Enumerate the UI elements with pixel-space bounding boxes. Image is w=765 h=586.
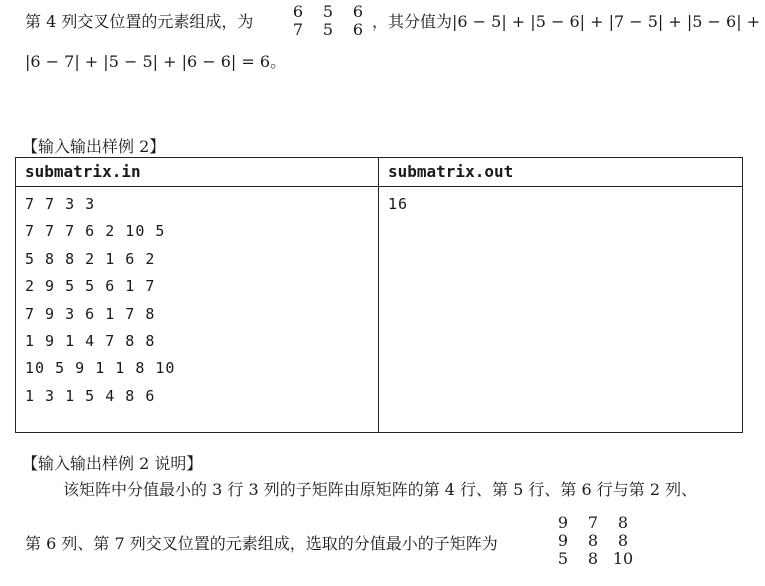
- input-line: 2 9 5 5 6 1 7: [25, 277, 156, 296]
- matrix-a-cell: 6: [292, 2, 304, 21]
- input-file-header: submatrix.in: [16, 158, 379, 187]
- matrix-a-cell: 5: [322, 20, 334, 39]
- matrix-b-cell: 7: [587, 513, 599, 532]
- input-line: 10 5 9 1 1 8 10: [25, 359, 176, 378]
- input-line: 7 7 3 3: [25, 195, 96, 213]
- table-header-row: [16, 158, 743, 187]
- matrix-b-cell: 8: [617, 513, 629, 532]
- input-line: 7 7 7 6 2 10 5: [25, 222, 166, 241]
- intro-line-1-prefix: 第 4 列交叉位置的元素组成，为: [25, 12, 254, 31]
- input-line: 1 3 1 5 4 8 6: [25, 386, 156, 405]
- matrix-b-cell: 10: [612, 549, 634, 568]
- matrix-b-row-1: [548, 514, 638, 532]
- output-line: 16: [388, 195, 409, 213]
- matrix-b-cell: 9: [557, 513, 569, 532]
- matrix-a-row-2: [283, 21, 373, 39]
- intro-line-1-suffix: ，其分值为|6 − 5| + |5 − 6| + |7 − 5| + |5 − 6| +: [372, 12, 761, 31]
- input-content: [16, 187, 379, 433]
- matrix-a-cell: 5: [322, 2, 334, 21]
- matrix-a-row-1: [283, 3, 373, 21]
- input-line: 5 8 8 2 1 6 2: [25, 249, 156, 268]
- output-file-header: submatrix.out: [379, 158, 743, 187]
- matrix-a-cell: 7: [292, 20, 304, 39]
- matrix-b-row-3: [548, 550, 638, 568]
- input-line: 1 9 1 4 7 8 8: [25, 331, 156, 350]
- matrix-b-cell: 8: [587, 549, 599, 568]
- sample-2-table: [15, 157, 743, 433]
- explanation-heading: 【输入输出样例 2 说明】: [22, 454, 203, 473]
- input-line: 7 9 3 6 1 7 8: [25, 304, 156, 323]
- matrix-b-cell: 5: [557, 549, 569, 568]
- explanation-line-1: 该矩阵中分值最小的 3 行 3 列的子矩阵由原矩阵的第 4 行、第 5 行、第 6 行与第 2 列、: [63, 480, 698, 499]
- intro-line-2: |6 − 7| + |5 − 5| + |6 − 6| = 6。: [25, 52, 287, 71]
- table-content-row: [16, 187, 743, 433]
- matrix-a: [283, 3, 373, 39]
- matrix-b-row-2: [548, 532, 638, 550]
- matrix-b-cell: 8: [617, 531, 629, 550]
- matrix-b-cell: 8: [587, 531, 599, 550]
- matrix-a-cell: 6: [352, 2, 364, 21]
- output-content: [379, 187, 743, 433]
- matrix-a-cell: 6: [352, 20, 364, 39]
- matrix-b-cell: 9: [557, 531, 569, 550]
- sample-2-heading: 【输入输出样例 2】: [22, 137, 166, 156]
- matrix-b: [548, 514, 638, 568]
- explanation-line-2-prefix: 第 6 列、第 7 列交叉位置的元素组成，选取的分值最小的子矩阵为: [25, 534, 498, 553]
